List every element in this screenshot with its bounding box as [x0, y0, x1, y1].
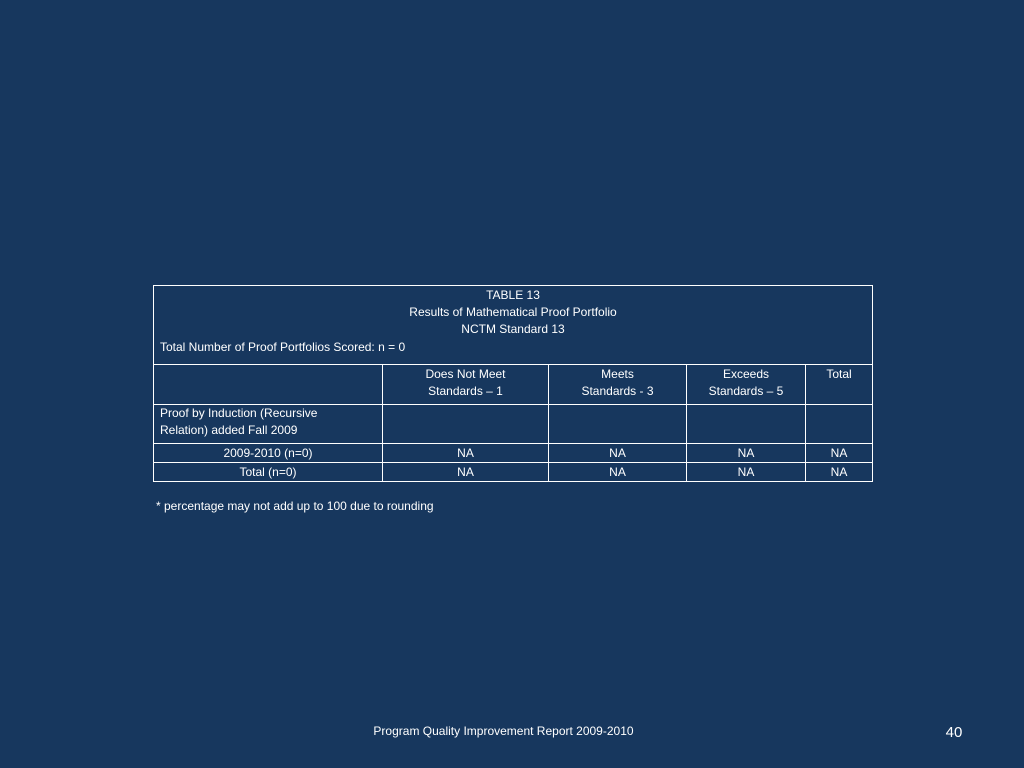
- cell-value: NA: [806, 444, 873, 463]
- category-label: [154, 405, 383, 444]
- header-does-not-meet: [383, 365, 549, 405]
- page-number: 40: [945, 724, 963, 741]
- header-line: Meets: [601, 367, 634, 381]
- cell-value: NA: [806, 463, 873, 482]
- header-line: Standards – 5: [708, 384, 784, 398]
- results-table: [153, 285, 873, 482]
- row-label: 2009-2010 (n=0): [154, 444, 383, 463]
- header-meets: [549, 365, 687, 405]
- header-total: [806, 365, 873, 405]
- table-number: TABLE 13: [486, 288, 540, 302]
- header-empty-cell: [154, 365, 383, 405]
- header-line: Exceeds: [722, 367, 770, 381]
- cell-value: NA: [549, 444, 687, 463]
- table-row: [154, 444, 873, 463]
- header-exceeds: [687, 365, 806, 405]
- footnote: * percentage may not add up to 100 due to rounding: [156, 499, 434, 513]
- cell-value: NA: [687, 463, 806, 482]
- table-title: Results of Mathematical Proof Portfolio: [409, 305, 617, 319]
- table-row: [154, 463, 873, 482]
- cell-value: NA: [549, 463, 687, 482]
- category-empty-cell: [806, 405, 873, 444]
- column-header-row: [154, 365, 873, 405]
- table-title-cell: [154, 286, 873, 365]
- footer-report-title: Program Quality Improvement Report 2009-2010: [373, 724, 634, 738]
- total-scored-label: Total Number of Proof Portfolios Scored: n = 0: [160, 340, 406, 354]
- category-line: Relation) added Fall 2009: [160, 423, 298, 437]
- header-line: Does Not Meet: [425, 367, 506, 381]
- row-label: Total (n=0): [154, 463, 383, 482]
- category-empty-cell: [549, 405, 687, 444]
- table-standard: NCTM Standard 13: [461, 322, 565, 336]
- category-line: Proof by Induction (Recursive: [160, 406, 318, 420]
- cell-value: NA: [383, 444, 549, 463]
- table-title-row: [154, 286, 873, 365]
- cell-value: NA: [687, 444, 806, 463]
- header-line: Total: [826, 367, 852, 381]
- cell-value: NA: [383, 463, 549, 482]
- category-empty-cell: [687, 405, 806, 444]
- header-line: Standards - 3: [581, 384, 654, 398]
- header-line: Standards – 1: [428, 384, 503, 398]
- category-row: [154, 405, 873, 444]
- category-empty-cell: [383, 405, 549, 444]
